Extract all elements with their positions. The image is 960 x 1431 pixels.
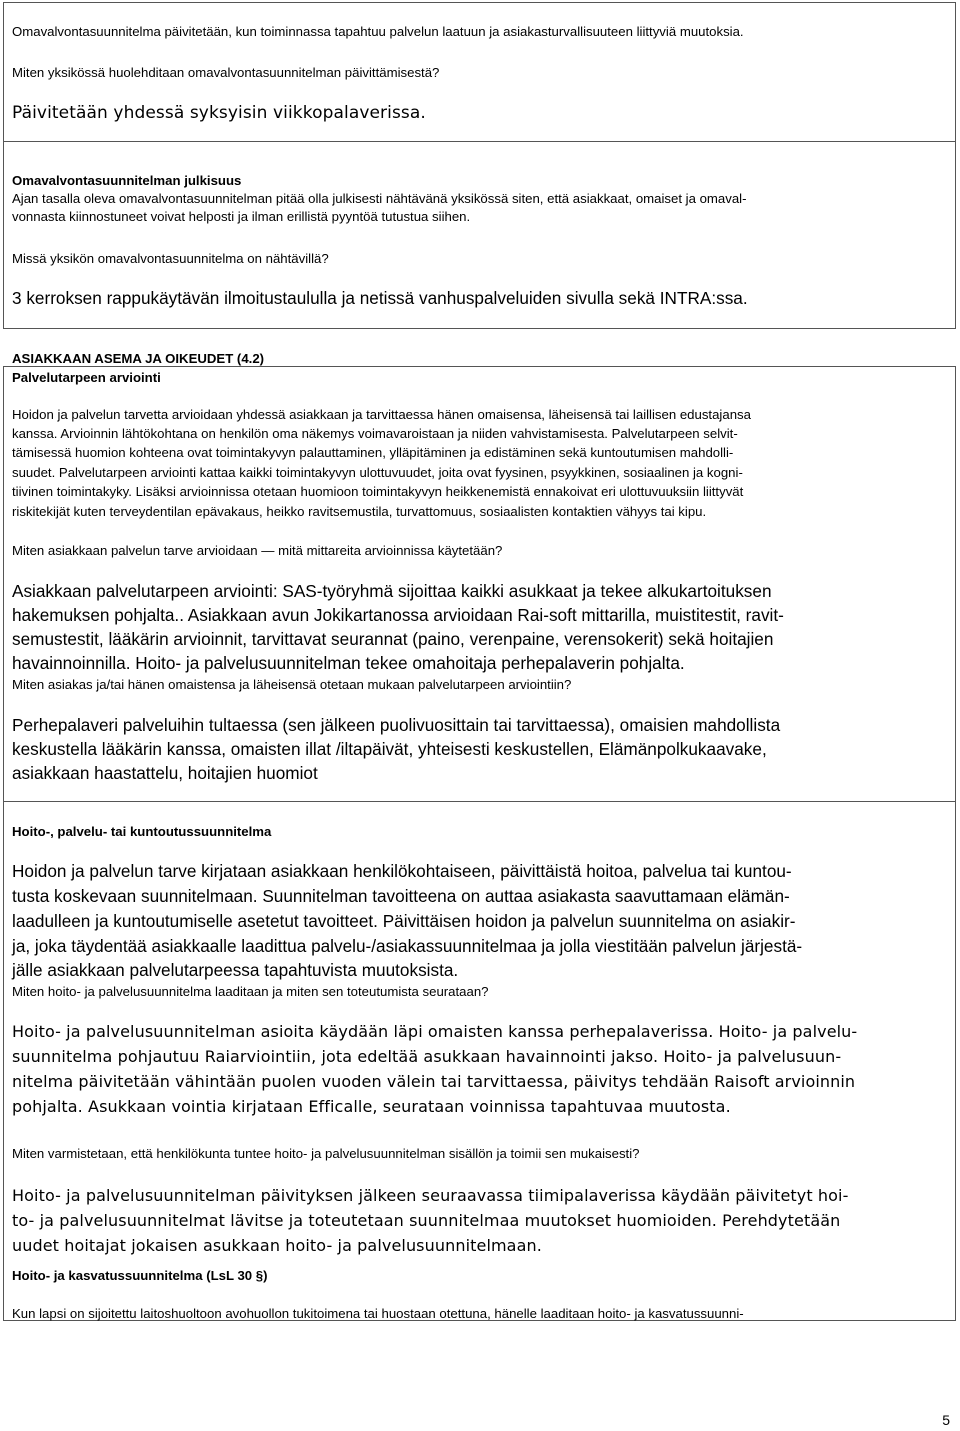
service-need-answer-line: asiakkaan haastattelu, hoitajien huomiot [12, 763, 318, 783]
service-need-heading: Palvelutarpeen arviointi [12, 370, 161, 385]
service-need-para-line: riskitekijät kuten terveydentilan epävakaus, heikko ravitsemustila, turvattomuus, sosiaalisten kontaktien vähyys tai kipu. [12, 504, 707, 519]
care-plan-para-line: tusta koskevaan suunnitelmaan. Suunnitelman tavoitteena on auttaa asiakasta saavuttamaan elämän- [12, 886, 790, 906]
care-plan-question: Miten varmistetaan, että henkilökunta tuntee hoito- ja palvelusuunnitelman sisällön ja toimii sen mukaisesti? [12, 1146, 640, 1161]
service-need-para-line: tämisessä huomion kohteena ovat toimintakyvyn palauttaminen, ylläpitäminen ja edistäminen sekä kuntoutumisen mahdolli- [12, 445, 734, 460]
care-plan-answer-line: uudet hoitajat jokaisen asukkaan hoito- ja palvelusuunnitelmaan. [12, 1236, 542, 1255]
service-need-answer-line: hakemuksen pohjalta.. Asiakkaan avun Jokikartanossa arvioidaan Rai-soft mittarilla, muistitestit, ravit- [12, 605, 784, 625]
publicity-question: Missä yksikön omavalvontasuunnitelma on nähtävillä? [12, 251, 329, 266]
service-need-para-line: tiivinen toimintakyky. Lisäksi arvioinnissa otetaan huomioon toimintakyvyn heikkenemistä ennakoivat eri ulottuvuuksiin liittyvät [12, 484, 744, 499]
service-need-para-line: kanssa. Arvioinnin lähtökohtana on henkilön oma näkemys voimavaroistaan ja niiden vahvistamisesta. Palvelutarpeen selvit- [12, 426, 738, 441]
service-need-answer-line: Asiakkaan palvelutarpeen arviointi: SAS-työryhmä sijoittaa kaikki asukkaat ja tekee alkukartoituksen [12, 581, 772, 601]
publicity-text-line: vonnasta kiinnostuneet voivat helposti ja ilman erillistä pyyntöä tutustua siihen. [12, 209, 471, 224]
care-plan-para-line: jälle asiakkaan palvelutarpeessa tapahtuvista muutoksista. [12, 960, 459, 980]
care-plan-para-line: ja, joka täydentää asiakkaalle laadittua palvelu-/asiakassuunnitelmaa ja jolla viestitään palvelun järjestä- [12, 936, 803, 956]
service-need-answer-line: Perhepalaveri palveluihin tultaessa (sen jälkeen puolivuosittain tai tarvittaessa), omaisien mahdollista [12, 715, 781, 735]
service-need-para-line: Hoidon ja palvelun tarvetta arvioidaan yhdessä asiakkaan ja tarvittaessa hänen omaisensa, läheisensä tai laillisen edustajansa [12, 407, 751, 422]
care-plan-question: Miten hoito- ja palvelusuunnitelma laaditaan ja miten sen toteutumista seurataan? [12, 984, 489, 999]
care-plan-para-line: Hoidon ja palvelun tarve kirjataan asiakkaan henkilökohtaiseen, päivittäistä hoitoa, palvelua tai kuntou- [12, 861, 792, 881]
care-plan-answer-line: to- ja palvelusuunnitelmat lävitse ja toteutetaan suunnitelmaa muutokset huomioiden. Perehdytetään [12, 1211, 841, 1230]
upbringing-plan-text: Kun lapsi on sijoitettu laitoshuoltoon avohuollon tukitoimena tai huostaan otettuna, hänelle laaditaan hoito- ja kasvatussuunni- [12, 1306, 744, 1321]
care-plan-answer-line: Hoito- ja palvelusuunnitelman päivityksen jälkeen seuraavassa tiimipalaverissa käydään päivitetyt hoi- [12, 1186, 849, 1205]
service-need-question: Miten asiakkaan palvelun tarve arvioidaan — mitä mittareita arvioinnissa käytetään? [12, 543, 503, 558]
publicity-heading: Omavalvontasuunnitelman julkisuus [12, 173, 242, 188]
care-plan-answer-line: Hoito- ja palvelusuunnitelman asioita käydään läpi omaisten kanssa perhepalaverissa. Hoito- ja palvelu- [12, 1022, 858, 1041]
care-plan-answer-line: suunnitelma pohjautuu Raiarviointiin, jota edeltää asukkaan havainnointi jakso. Hoito- ja palvelusuun- [12, 1047, 842, 1066]
upbringing-plan-heading: Hoito- ja kasvatussuunnitelma (LsL 30 §) [12, 1268, 268, 1283]
service-need-question: Miten asiakas ja/tai hänen omaistensa ja läheisensä otetaan mukaan palvelutarpeen arviointiin? [12, 677, 572, 692]
update-answer: Päivitetään yhdessä syksyisin viikkopalaverissa. [12, 103, 426, 123]
section-heading: ASIAKKAAN ASEMA JA OIKEUDET (4.2) [12, 351, 265, 366]
care-plan-para-line: laadulleen ja kuntoutumiselle asetetut tavoitteet. Päivittäisen hoidon ja palvelun suunnitelma on asiakir- [12, 911, 796, 931]
update-rule-text: Omavalvontasuunnitelma päivitetään, kun toiminnassa tapahtuu palvelun laatuun ja asiakasturvallisuuteen liittyviä muutoksia. [12, 24, 744, 39]
update-question: Miten yksikössä huolehditaan omavalvontasuunnitelman päivittämisestä? [12, 65, 440, 80]
page-number: 5 [942, 1412, 950, 1428]
service-need-para-line: suudet. Palvelutarpeen arviointi kattaa kaikki toimintakyvyn ulottuvuudet, joita ovat fyysinen, psyykkinen, sosiaalinen ja kogni- [12, 465, 743, 480]
publicity-answer: 3 kerroksen rappukäytävän ilmoitustaululla ja netissä vanhuspalveluiden sivulla sekä INTRA:ssa. [12, 288, 748, 308]
service-need-answer-line: havainnoinnilla. Hoito- ja palvelusuunnitelman tekee omahoitaja perhepalaverin pohjalta. [12, 653, 685, 673]
care-plan-answer-line: nitelma päivitetään vähintään puolen vuoden välein tai tarvittaessa, päivitys tehdään Raisoft arvioinnin [12, 1072, 856, 1091]
care-plan-answer-line: pohjalta. Asukkaan vointia kirjataan Efficalle, seurataan voinnissa tapahtuvaa muutosta. [12, 1097, 731, 1116]
service-need-answer-line: keskustella lääkärin kanssa, omaisten illat /iltapäivät, yhteisesti keskustellen, Elämänpolkukaavake, [12, 739, 767, 759]
publicity-text-line: Ajan tasalla oleva omavalvontasuunnitelman pitää olla julkisesti nähtävänä yksikössä siten, että asiakkaat, omaiset ja omaval- [12, 191, 747, 206]
care-plan-heading: Hoito-, palvelu- tai kuntoutussuunnitelma [12, 824, 272, 839]
service-need-answer-line: semustestit, lääkärin arvioinnit, tarvittavat seurannat (paino, verenpaine, verensokerit) sekä hoitajien [12, 629, 774, 649]
